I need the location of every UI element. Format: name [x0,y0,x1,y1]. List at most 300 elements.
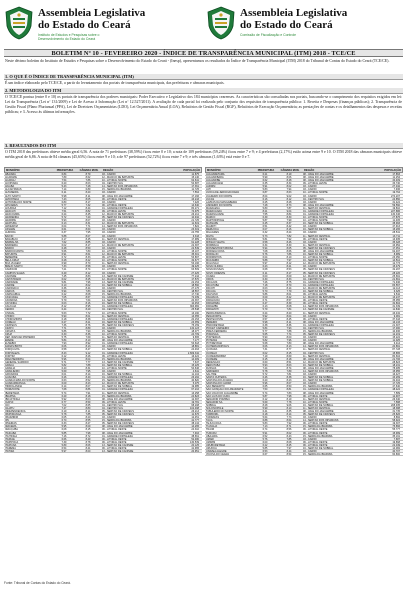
cell-camara: 8,12 [85,271,91,274]
cell-camara: 7,84 [286,308,292,311]
cell-regiao: 08 - VALE DO JAGUARIBE [303,173,334,176]
cell-prefeitura: 5,83 [262,422,268,425]
cell-municipio: ITAPAJÉ [5,437,15,440]
cell-municipio: BARREIRA [5,243,18,246]
cell-camara: 7,32 [85,203,91,206]
cell-municipio: JAGUARUANA [206,182,224,185]
cell-municipio: UMARI [206,437,215,440]
cell-regiao: 10 - LITORAL NORTE [102,179,127,182]
cell-populacao: 17.725 [392,382,400,385]
cell-prefeitura: 6,26 [61,376,67,379]
cell-prefeitura: 6,53 [262,450,268,453]
cell-populacao: 16.133 [392,320,400,323]
cell-prefeitura: 7,12 [61,206,67,209]
cell-populacao: 38.993 [392,222,400,225]
cell-municipio: HORIZONTE [5,388,20,391]
cell-municipio: MORAÚJO [206,253,219,256]
cell-regiao: 01 - GRANDE FORTALEZA [102,206,133,209]
cell-prefeitura: 6,18 [61,317,67,320]
cell-regiao: 16 - SERTÃO DE SOBRAL [303,289,334,293]
cell-municipio: ITAPIPOCA [5,440,19,443]
cell-regiao: 04 - CENTRO SUL [102,406,124,410]
cell-municipio: SABOEIRO [206,370,220,373]
cell-prefeitura: 6,11 [262,271,268,274]
cell-camara: 7,81 [286,373,292,376]
cell-camara: 8,18 [85,394,91,397]
cell-populacao: 7.564 [192,191,199,194]
cell-camara: 8,08 [286,440,292,443]
cell-populacao: 2.669.342 [187,351,199,354]
cell-prefeitura: 5,77 [262,329,268,333]
cell-regiao: 09 - LITORAL LESTE [303,182,327,185]
cell-municipio: ANTONINA DO NORTE [5,200,32,203]
cell-camara: 8,13 [286,345,292,348]
cell-populacao: 83.567 [392,283,400,286]
cell-camara: 8,02 [286,431,292,434]
cell-camara: 7,97 [286,446,292,450]
cell-regiao: 09 - LITORAL LESTE [303,293,327,296]
cell-prefeitura: 6,22 [61,293,67,296]
cell-prefeitura: 7,54 [61,179,67,182]
cell-prefeitura: 7,62 [61,240,67,243]
cell-municipio: INDEPENDÊNCIA [5,410,26,413]
cell-prefeitura: 8,21 [262,209,268,213]
cell-camara: 8,05 [286,246,292,249]
cell-prefeitura: 5,75 [61,336,67,339]
cell-regiao: 08 - VALE DO JAGUARIBE [102,339,133,342]
cell-prefeitura: 7,05 [61,296,67,299]
cell-camara: 8,64 [286,419,292,422]
cell-camara: 8,20 [286,311,292,314]
cell-populacao: 80.271 [191,206,199,209]
cell-camara: 7,98 [85,431,91,434]
cell-populacao: 47.913 [392,225,400,228]
cell-municipio: PORTEIRAS [206,336,221,339]
cell-prefeitura: 6,65 [262,385,268,388]
cell-regiao: 16 - SERTÃO DE SOBRAL [303,446,334,450]
cell-prefeitura: 6,24 [61,213,67,216]
cell-camara: 7,95 [85,370,91,373]
cell-municipio: QUIXERAMOBIM [206,354,226,357]
cell-regiao: 06 - LITORAL OESTE [303,299,328,302]
cell-camara: 8,45 [85,213,91,216]
cell-municipio: CATARINA [5,299,18,302]
cell-populacao: 24.709 [191,333,199,336]
table-right [205,167,403,456]
header-camara: CÂMARA MUN. [280,169,300,172]
cell-prefeitura: 6,13 [61,222,67,225]
cell-populacao: 17.361 [191,185,199,188]
cell-camara: 8,82 [85,209,91,213]
cell-prefeitura: 6,66 [61,437,67,440]
cell-populacao: 11.725 [191,188,199,191]
cell-populacao: 19.781 [191,400,199,403]
cell-camara: 8,73 [286,203,292,206]
cell-camara: 7,82 [286,234,292,237]
cell-regiao: 16 - SERTÃO DE SOBRAL [102,348,133,351]
cell-camara: 8,10 [286,256,292,259]
cell-regiao: 04 - CENTRO SUL [102,289,124,293]
cell-camara: 7,64 [85,299,91,302]
cell-municipio: BARBALHA [5,240,19,243]
cell-camara: 8,56 [286,428,292,431]
cell-prefeitura: 6,54 [61,446,67,450]
cell-municipio: ARARENDÁ [5,216,19,219]
cell-regiao: 13 - SERTÃO DE CANINDÉ [102,443,134,446]
cell-municipio: ACOPIARA [5,182,18,185]
cell-populacao: 18.077 [191,329,199,333]
cell-municipio: LAVRAS DA MANGABEIRA [206,200,238,203]
cell-prefeitura: 6,06 [61,345,67,348]
org-subtitle-right [240,33,405,37]
cell-prefeitura: 7,28 [262,203,268,206]
cell-regiao: 03 - CARIRI [303,450,317,453]
cell-prefeitura: 6,44 [61,308,67,311]
cell-populacao: 62.497 [392,249,400,253]
cell-regiao: 06 - LITORAL OESTE [303,422,328,425]
cell-camara: 7,79 [286,289,292,293]
cell-populacao: 9.665 [192,336,199,339]
cell-regiao: 15 - SERRA DA IBIAPABA [303,434,333,437]
cell-populacao: 18.881 [191,345,199,348]
cell-prefeitura: 5,97 [61,450,67,453]
cell-regiao: 10 - LITORAL NORTE [303,216,328,219]
cell-prefeitura: 6,30 [61,333,67,336]
cell-camara: 8,29 [85,308,91,311]
cell-municipio: MONSENHOR TABOSA [206,246,234,249]
cell-prefeitura: 7,93 [61,342,67,345]
cell-populacao: 9.081 [393,314,400,317]
cell-prefeitura: 5,64 [262,416,268,419]
cell-populacao: 17.863 [392,173,400,176]
cell-prefeitura: 5,43 [61,185,67,188]
cell-regiao: 16 - SERTÃO DE SOBRAL [303,253,334,256]
table-body [4,173,202,453]
cell-regiao: 16 - SERTÃO DE SOBRAL [303,222,334,225]
cell-camara: 8,07 [286,382,292,385]
cell-prefeitura: 6,18 [262,413,268,416]
cell-prefeitura: 6,63 [61,379,67,382]
cell-populacao: 17.740 [191,293,199,296]
cell-prefeitura: 7,45 [61,274,67,277]
cell-populacao: 87.728 [392,348,400,351]
cell-camara: 8,69 [286,354,292,357]
cell-municipio: MARTINÓPOLE [206,219,225,222]
cell-regiao: 10 - LITORAL NORTE [303,219,328,222]
cell-camara: 8,59 [85,400,91,403]
cell-prefeitura: 7,51 [61,209,67,213]
cell-populacao: 20.367 [191,299,199,302]
cell-regiao: 10 - LITORAL NORTE [102,259,127,262]
section-text: O TCE/CE pontua (entre 0 e 10) os portais de transparência dos poderes municipais: Poder Executivo e Legislativo dos 184 municípios cearenses. As características são consultadas nos portais, buscando-se o cumprimento dos requisitos exigidos em lei: Lei da Transparência (Lei nº 131/2009) e Lei de Acesso à Informação (Lei nº 12.527/2011). A avaliação de cada portal foi realizada pelo conjunto dos requisitos de transparência pública: 1. Receita e Despesas (finanças públicas); 2. Transparência de Gestão Fiscal (Plano Plurianual (PPA), Lei de Diretrizes Orçamentárias (LDO), Lei Orçamentária Anual (LOA), Relatórios de Gestão Fiscal (RGF), Relatórios de Execução Orçamentária; as prestações de contas e os detalhamentos das despesas e receitas públicas; e 3. Acesso às últimas informações. [5,95,402,114]
cell-prefeitura: 5,85 [61,431,67,434]
cell-populacao: 17.051 [392,246,400,249]
cell-regiao: 11 - SERTÃO CENTRAL [303,354,331,357]
cell-regiao: 12 - MACIÇO DE BATURITÉ [303,274,336,277]
cell-prefeitura: 6,11 [61,191,67,194]
cell-regiao: 04 - CENTRO SUL [303,351,325,354]
cell-municipio: PALMÁCIA [206,296,219,299]
cell-municipio: CRATO [5,326,14,329]
cell-regiao: 08 - VALE DO JAGUARIBE [303,179,334,182]
cell-regiao: 11 - SERTÃO CENTRAL [303,348,331,351]
cell-municipio: EUSÉBIO [5,342,17,345]
cell-camara: 8,31 [85,366,91,369]
cell-prefeitura: 5,81 [262,237,268,240]
cell-camara: 8,61 [85,253,91,256]
cell-prefeitura: 5,92 [262,314,268,317]
cell-regiao: 03 - CARIRI [303,437,317,440]
cell-populacao: 35.301 [191,253,199,256]
cell-populacao: 26.292 [191,376,199,379]
cell-municipio: PIQUET CARNEIRO [206,326,230,329]
cell-populacao: 19.810 [392,206,400,209]
cell-camara: 8,43 [286,434,292,437]
cell-camara: 8,11 [85,194,91,197]
cell-prefeitura: 5,74 [61,391,67,394]
cell-regiao: 05 - SERTÃO DE CRATEÚS [102,410,134,413]
cell-prefeitura: 6,20 [262,379,268,382]
cell-municipio: CAPISTRANO [5,277,22,280]
cell-regiao: 01 - GRANDE FORTALEZA [303,213,334,216]
cell-municipio: NOVA OLINDA [206,265,223,268]
cell-regiao: 12 - MACIÇO DE BATURITÉ [102,243,135,246]
cell-prefeitura: 6,13 [262,305,268,308]
cell-regiao: 08 - VALE DO JAGUARIBE [102,397,133,400]
cell-municipio: SANTA QUITÉRIA [206,376,227,379]
cell-prefeitura: 5,70 [262,289,268,293]
cell-populacao: 15.222 [392,336,400,339]
cell-prefeitura: 7,02 [61,403,67,406]
cell-prefeitura: 6,91 [61,253,67,256]
cell-camara: 8,36 [85,333,91,336]
cell-populacao: 62.641 [191,179,199,182]
org-title-line2: do Estado do Ceará [240,19,333,31]
cell-regiao: 03 - CARIRI [102,345,116,348]
cell-regiao: 05 - SERTÃO DE CRATEÚS [303,271,335,274]
cell-municipio: JATI [206,188,211,191]
cell-municipio: NOVO ORIENTE [206,271,226,274]
cell-regiao: 12 - MACIÇO DE BATURITÉ [102,382,135,385]
cell-camara: 8,12 [286,262,292,265]
cell-municipio: CHAVAL [5,311,15,314]
cell-camara: 8,44 [85,206,91,209]
cell-municipio: ITAREMA [5,446,16,450]
cell-municipio: ALTANEIRA [5,191,19,194]
section-text: O ITM 2018 das prefeituras obteve média geral 6,56. A nota de 71 prefeituras (38,59%) ficou entre 0 e 10; a nota de 109 prefeituras (59,24%) ficou entre 7 e 9; e 4 prefeituras (2,17%) estão acima entre 9 e 10. O ITM 2018 das câmaras municipais obteve média geral de 6,86. A nota de 84 câmaras (45,65%) ficou entre 9 e 10; a de 97 prefeituras (52,72%) ficou entre 7 e 9; e três câmaras (1,63%) está entre 0 e 7. [5,150,402,159]
cell-prefeitura: 5,85 [262,446,268,450]
cell-municipio: IGUATU [5,406,15,410]
source-note: Fonte: Tribunal de Contas do Estado do Ceará. [4,581,71,585]
cell-populacao: 15.265 [392,228,400,231]
cell-camara: 8,67 [85,296,91,299]
cell-camara: 8,41 [85,446,91,450]
cell-camara: 7,86 [85,179,91,182]
cell-regiao: 04 - CENTRO SUL [102,308,124,311]
cell-prefeitura: 6,32 [262,231,268,234]
cell-municipio: CARIÚS [5,289,15,293]
cell-populacao: 25.691 [392,274,400,277]
cell-camara: 7,95 [85,231,91,234]
cell-prefeitura: 5,63 [61,311,67,314]
cell-regiao: 16 - SERTÃO DE SOBRAL [303,228,334,231]
cell-municipio: MERUOCA [206,228,219,231]
cell-camara: 8,25 [286,443,292,446]
cell-municipio: JUAZEIRO DO NORTE [206,194,233,197]
cell-populacao: 32.804 [392,302,400,305]
cell-populacao: 227.886 [390,209,400,213]
cell-regiao: 15 - SERRA DA IBIAPABA [102,419,132,422]
cell-municipio: VÁRZEA ALEGRE [206,450,227,453]
intro-paragraph: Neste décimo boletim do Instituto de Estudos e Pesquisas sobre o Desenvolvimento do Estado do Ceará - (Inesp), apresentamos os resultados do Índice de Transparência Municipal (ITM) 2018 do Tribunal de Contas do Estado do Ceará (TCE/CE). [5,59,390,63]
cell-municipio: IRACEMA [5,425,17,428]
cell-camara: 8,15 [85,428,91,431]
cell-populacao: 31.422 [392,200,400,203]
cell-prefeitura: 6,68 [262,268,268,271]
cell-prefeitura: 6,46 [262,376,268,379]
cell-municipio: ASSARÉ [5,228,16,231]
cell-prefeitura: 6,00 [262,440,268,443]
cell-camara: 7,69 [85,336,91,339]
cell-regiao: 08 - VALE DO JAGUARIBE [102,194,133,197]
cell-prefeitura: 6,72 [61,256,67,259]
header-regiao: REGIÃO [103,169,114,172]
cell-regiao: 03 - CARIRI [303,339,317,342]
cell-camara: 8,18 [286,357,292,360]
cell-prefeitura: 5,94 [61,289,67,293]
cell-populacao: 24.463 [191,348,199,351]
cell-regiao: 06 - LITORAL OESTE [102,446,127,450]
cell-regiao: 16 - SERTÃO DE SOBRAL [102,283,133,286]
cell-populacao: 7.936 [393,188,400,191]
cell-regiao: 09 - LITORAL LESTE [102,256,126,259]
cell-regiao: 03 - CARIRI [303,373,317,376]
cell-regiao: 03 - CARIRI [102,271,116,274]
cell-populacao: 17.989 [191,237,199,240]
cell-prefeitura: 6,67 [262,453,268,456]
cell-municipio: SENADOR POMPEU [206,397,230,400]
cell-regiao: 09 - LITORAL LESTE [102,400,126,403]
cell-populacao: 363.982 [189,305,199,308]
cell-camara: 8,06 [85,443,91,446]
cell-populacao: 22.154 [191,280,199,283]
cell-prefeitura: 6,60 [262,360,268,363]
cell-regiao: 15 - SERRA DA IBIAPABA [303,385,333,388]
page-header [0,0,407,48]
cell-populacao: 14.265 [191,425,199,428]
cell-camara: 8,75 [286,280,292,283]
cell-populacao: 208.935 [390,403,400,406]
cell-regiao: 16 - SERTÃO DE SOBRAL [303,363,334,366]
cell-municipio: ITATIRA [5,450,15,453]
cell-regiao: 10 - LITORAL NORTE [102,311,127,314]
cell-prefeitura: 5,88 [262,259,268,262]
cell-prefeitura: 5,84 [262,326,268,329]
cell-municipio: TRAIRI [206,428,215,431]
cell-regiao: 05 - SERTÃO DE CRATEÚS [303,268,335,271]
cell-municipio: CRUZ [5,333,12,336]
cell-regiao: 11 - SERTÃO CENTRAL [102,314,130,317]
cell-populacao: 17.166 [191,194,199,197]
cell-camara: 8,57 [286,299,292,302]
cell-camara: 8,62 [85,176,91,179]
cell-camara: 8,33 [85,256,91,259]
cell-municipio: BATURITÉ [5,253,18,256]
cell-populacao: 75.159 [191,323,199,326]
cell-prefeitura: 6,14 [61,385,67,388]
cell-municipio: SÃO LUÍS DO CURU [206,394,230,397]
cell-municipio: RUSSAS [206,366,217,369]
cell-municipio: JARDIM [206,185,216,188]
cell-camara: 8,25 [85,277,91,280]
cell-populacao: 7.687 [393,437,400,440]
org-title-right [240,7,400,31]
cell-populacao: 54.687 [191,182,199,185]
cell-regiao: 03 - CARIRI [102,370,116,373]
cell-municipio: ACARAPE [5,176,17,179]
cell-regiao: 01 - GRANDE FORTALEZA [102,296,133,299]
cell-populacao: 59.560 [392,203,400,206]
cell-camara: 8,60 [85,228,91,231]
cell-populacao: 21.725 [191,219,199,222]
cell-municipio: QUITERIANÓPOLIS [206,345,229,348]
org-subtitle-left [38,33,203,41]
cell-populacao: 12.907 [392,394,400,397]
cell-prefeitura: 5,82 [262,339,268,342]
cell-camara: 7,74 [286,333,292,336]
cell-camara: 7,28 [85,185,91,188]
cell-camara: 8,49 [85,437,91,440]
cell-populacao: 24.755 [191,231,199,234]
cell-municipio: SOBRAL [206,403,217,406]
cell-populacao: 19.307 [392,422,400,425]
cell-prefeitura: 6,33 [61,422,67,425]
cell-prefeitura: 6,03 [61,302,67,305]
cell-prefeitura: 6,20 [61,182,67,185]
cell-populacao: 60.800 [392,453,400,456]
cell-regiao: 01 - GRANDE FORTALEZA [303,280,334,283]
cell-camara: 8,46 [286,240,292,243]
cell-populacao: 13.935 [392,237,400,240]
cell-populacao: 35.328 [392,240,400,243]
cell-camara: 8,14 [286,413,292,416]
cell-camara: 8,00 [85,450,91,453]
cell-prefeitura: 5,79 [262,308,268,311]
cell-populacao: 43.243 [191,197,199,200]
cell-populacao: 13.258 [191,391,199,394]
cell-prefeitura: 6,49 [61,271,67,274]
cell-prefeitura: 6,00 [262,274,268,277]
cell-municipio: PARAMBU [206,305,219,308]
cell-municipio: JAGUARETAMA [206,173,225,176]
cell-prefeitura: 7,55 [262,213,268,216]
cell-camara: 7,98 [286,394,292,397]
header-prefeitura: PREFEITURA [56,169,74,172]
cell-camara: 8,07 [85,234,91,237]
cell-camara: 7,83 [85,289,91,293]
cell-populacao: 22.397 [191,243,199,246]
cell-municipio: UMIRIM [206,440,216,443]
cell-camara: 7,20 [85,216,91,219]
cell-municipio: GENERAL SAMPAIO [5,360,29,363]
cell-camara: 8,86 [85,388,91,391]
cell-prefeitura: 5,72 [262,373,268,376]
cell-prefeitura: 6,29 [61,394,67,397]
cell-camara: 7,78 [286,400,292,403]
cell-camara: 8,51 [286,360,292,363]
cell-regiao: 16 - SERTÃO DE SOBRAL [303,259,334,262]
cell-camara: 8,39 [286,302,292,305]
